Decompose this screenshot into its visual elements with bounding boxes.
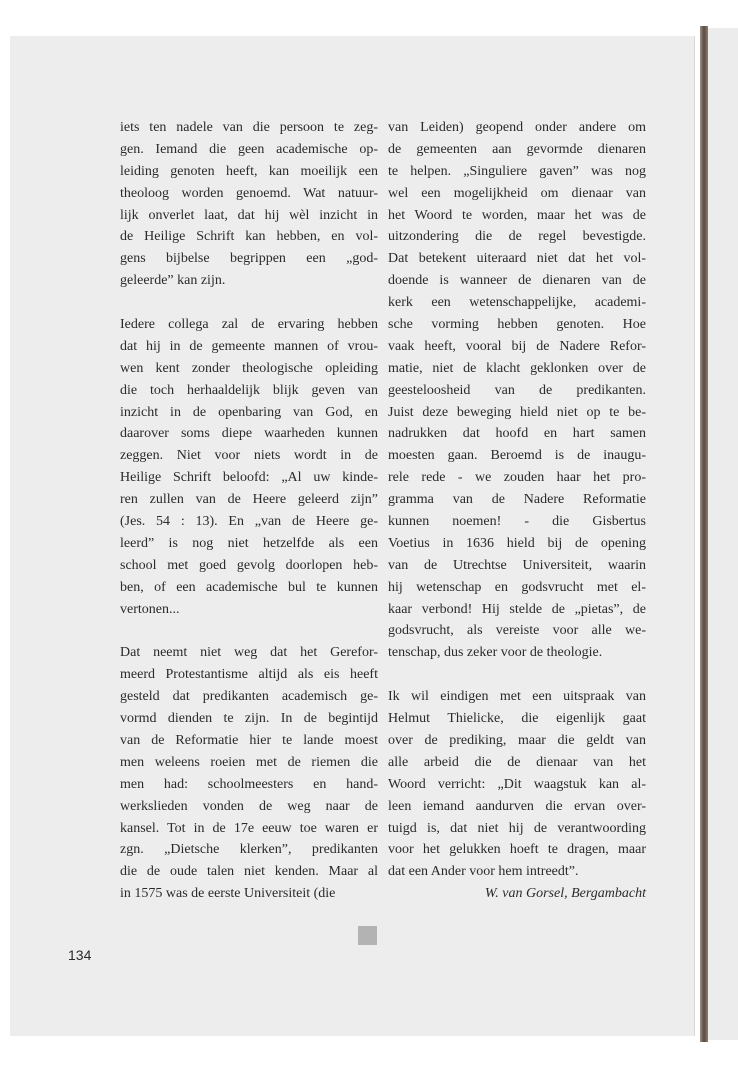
text-line: iets ten nadele van die persoon te zeg- [120, 120, 378, 135]
text-column-right [388, 117, 646, 905]
text-line: van de Utrechtse Universiteit, waarin [388, 557, 646, 573]
text-line: van de Reformatie hier te lande moest [120, 732, 378, 748]
text-line: vormd dienden te zijn. In de begintijd [120, 711, 378, 727]
text-line: leiding genoten heeft, kan moeilijk een [120, 163, 378, 179]
text-line: uitzondering die de regel bevestigde. [388, 229, 646, 245]
text-line: meerd Protestantisme altijd als eis heeft [120, 667, 378, 683]
text-line: lijk onverlet laat, dat hij wèl inzicht in [120, 207, 378, 223]
text-line: Juist deze beweging hield niet op te be- [388, 404, 646, 420]
text-line: Ik wil eindigen met een uitspraak van [388, 689, 646, 705]
text-line: godsvrucht, als vereiste voor alle we- [388, 623, 646, 639]
text-line: Heilige Schrift beloofd: „Al uw kinde- [120, 470, 378, 486]
text-line: dat een Ander voor hem intreedt”. [388, 864, 579, 880]
text-line: zeggen. Niet voor niets wordt in de [120, 448, 378, 464]
text-line: daarover soms diepe waarheden kunnen [120, 426, 378, 442]
text-line: men had: schoolmeesters en hand- [120, 776, 378, 792]
text-line: leen iemand aandurven die ervan over- [388, 798, 646, 814]
text-line: over de prediking, maar die geldt van [388, 732, 646, 748]
text-line: te helpen. „Singuliere gaven” was nog [388, 163, 646, 179]
text-line: tenschap, dus zeker voor de theologie. [388, 645, 603, 661]
text-line: gramma van de Nadere Reformatie [388, 492, 646, 508]
text-line: geleerde” kan zijn. [120, 273, 226, 289]
text-line: Helmut Thielicke, die eigenlijk gaat [388, 711, 646, 727]
text-line: school met goed gevolg doorlopen heb- [120, 557, 378, 573]
text-line: gesteld dat predikanten academisch ge- [120, 689, 378, 705]
text-line: Woord verricht: „Dit waagstuk kan al- [388, 776, 646, 792]
text-line: inzicht in de openbaring van God, en [120, 404, 378, 420]
text-line: Dat neemt niet weg dat het Gerefor- [120, 645, 378, 661]
text-line: hij wetenschap en godsvrucht met el- [388, 579, 646, 595]
text-line: ben, of een academische bul te kunnen [120, 579, 378, 595]
text-line: gen. Iemand die geen academische op- [120, 141, 378, 157]
text-line: vertonen... [120, 601, 180, 617]
text-line: geesteloosheid van de predikanten. [388, 382, 646, 398]
paragraph-gap [120, 620, 378, 642]
text-line: Dat betekent uiteraard niet dat het vol- [388, 251, 646, 267]
text-line: alle arbeid die de dienaar van het [388, 754, 646, 770]
text-line: die de oude talen niet kenden. Maar al [120, 864, 378, 880]
text-line: die toch herhaaldelijk blijk geven van [120, 382, 378, 398]
text-line: zgn. „Dietsche klerken”, predikanten [120, 842, 378, 858]
text-line: kerk een wetenschappelijke, academi- [388, 295, 646, 311]
text-line: men weleens roeien met de riemen die [120, 754, 378, 770]
text-line: leerd” is nog niet hetzelfde als een [120, 535, 378, 551]
text-line: dat hij in de gemeente mannen of vrou- [120, 338, 378, 354]
text-line: de gemeenten aan gevormde dienaren [388, 141, 646, 157]
text-line: gens bijbelse begrippen een „god- [120, 251, 378, 267]
text-line: voor het gelukken hoeft te dragen, maar [388, 842, 646, 858]
text-line: het Woord te worden, maar het was de [388, 207, 646, 223]
text-line: theoloog worden genoemd. Wat natuur- [120, 185, 378, 201]
text-line: rele rede - we zouden haar het pro- [388, 470, 646, 486]
text-line: van Leiden) geopend onder andere om [388, 120, 646, 135]
adjacent-page-edge [706, 28, 738, 1040]
text-line: kansel. Tot in de 17e eeuw toe waren er [120, 820, 378, 836]
paragraph-gap [388, 664, 646, 686]
text-line: moesten gaan. Beroemd is de inaugu- [388, 448, 646, 464]
text-column-left [120, 117, 378, 905]
text-line: (Jes. 54 : 13). En „van de Heere ge- [120, 514, 378, 530]
text-line: ren zullen van de Heere geleerd zijn” [120, 492, 378, 508]
text-line: wel een mogelijkheid om dienaar van [388, 185, 646, 201]
book-spine [700, 26, 708, 1042]
text-line: wen kent zonder theologische opleiding [120, 360, 378, 376]
author-signature: W. van Gorsel, Bergambacht [484, 886, 646, 902]
text-line: kunnen noemen! - die Gisbertus [388, 514, 646, 530]
section-end-marker [358, 926, 377, 945]
text-line: sche vorming hebben genoten. Hoe [388, 317, 646, 333]
text-line: nadrukken dat hoofd en hart samen [388, 426, 646, 442]
text-line: tuigd is, dat niet hij de verantwoording [388, 820, 646, 836]
text-line: Voetius in 1636 hield bij de opening [388, 535, 646, 551]
page-number: 134 [68, 947, 92, 963]
text-line: Iedere collega zal de ervaring hebben [120, 317, 378, 333]
text-line: werkslieden vonden de weg naar de [120, 798, 378, 814]
text-line: in 1575 was de eerste Universiteit (die [120, 886, 336, 902]
paragraph-gap [120, 292, 378, 314]
text-line: de Heilige Schrift kan hebben, en vol- [120, 229, 378, 245]
text-line: kaar verbond! Hij stelde de „pietas”, de [388, 601, 646, 617]
text-line: vaak heeft, vooral bij de Nadere Refor- [388, 338, 646, 354]
text-line: doende is wanneer de dienaren van de [388, 273, 646, 289]
text-line: matie, niet de klacht geklonken over de [388, 360, 646, 376]
